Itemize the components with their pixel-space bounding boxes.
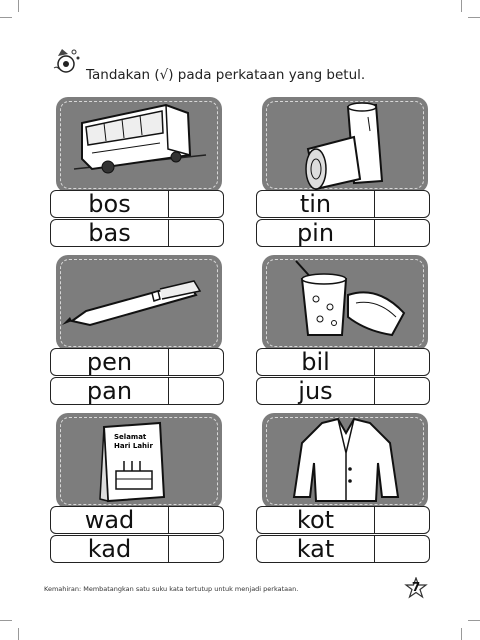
instruction-text: Tandakan (√) pada perkataan yang betul. bbox=[86, 67, 366, 83]
word-option-row bbox=[256, 535, 430, 563]
exercise-card-juice bbox=[262, 255, 428, 403]
word-option: kat bbox=[296, 535, 335, 563]
exercise-card-birthday-card bbox=[56, 413, 222, 561]
word-option-row bbox=[256, 348, 430, 376]
crop-mark bbox=[468, 17, 480, 18]
crop-mark bbox=[18, 0, 19, 12]
pen-picture bbox=[56, 255, 222, 351]
word-option-row bbox=[256, 506, 430, 534]
word-option-row bbox=[50, 190, 224, 218]
birthday-card-picture bbox=[56, 413, 222, 509]
bus-picture bbox=[56, 97, 222, 193]
tick-box[interactable] bbox=[374, 507, 430, 533]
tin-can-picture bbox=[262, 97, 428, 193]
footer-skill-note: Kemahiran: Membatangkan satu suku kata tertutup untuk menjadi perkataan. bbox=[44, 585, 299, 593]
word-option-row bbox=[256, 219, 430, 247]
crop-mark bbox=[461, 628, 462, 640]
word-option: bos bbox=[88, 190, 131, 218]
word-option: pin bbox=[296, 219, 335, 247]
word-option: bas bbox=[88, 219, 131, 247]
lamp-icon bbox=[52, 46, 82, 74]
tick-box[interactable] bbox=[374, 536, 430, 562]
coat-picture bbox=[262, 413, 428, 509]
word-option: bil bbox=[301, 348, 330, 376]
crop-mark bbox=[0, 620, 12, 621]
crop-mark bbox=[468, 620, 480, 621]
word-option-row bbox=[50, 219, 224, 247]
tick-box[interactable] bbox=[168, 191, 224, 217]
word-option-row bbox=[50, 377, 224, 405]
word-option: kad bbox=[87, 535, 132, 563]
word-option-row bbox=[50, 506, 224, 534]
exercise-card-tin bbox=[262, 97, 428, 245]
word-option: jus bbox=[298, 377, 333, 405]
word-option-row bbox=[256, 377, 430, 405]
tick-box[interactable] bbox=[374, 220, 430, 246]
juice-and-watermelon-picture bbox=[262, 255, 428, 351]
word-option: pen bbox=[86, 348, 133, 376]
word-option: kot bbox=[296, 506, 335, 534]
crop-mark bbox=[461, 0, 462, 12]
word-option-row bbox=[256, 190, 430, 218]
tick-box[interactable] bbox=[168, 220, 224, 246]
word-option: pan bbox=[86, 377, 133, 405]
tick-box[interactable] bbox=[168, 507, 224, 533]
crop-mark bbox=[0, 17, 12, 18]
card-greeting-line2: Hari Lahir bbox=[114, 442, 153, 450]
exercise-card-bus bbox=[56, 97, 222, 245]
crop-mark bbox=[18, 628, 19, 640]
tick-box[interactable] bbox=[168, 536, 224, 562]
card-greeting-line1: Selamat bbox=[114, 433, 147, 441]
tick-box[interactable] bbox=[374, 191, 430, 217]
exercise-card-pen bbox=[56, 255, 222, 403]
exercise-card-coat bbox=[262, 413, 428, 561]
tick-box[interactable] bbox=[374, 349, 430, 375]
tick-box[interactable] bbox=[168, 378, 224, 404]
word-option-row bbox=[50, 535, 224, 563]
word-option-row bbox=[50, 348, 224, 376]
word-option: wad bbox=[84, 506, 135, 534]
tick-box[interactable] bbox=[168, 349, 224, 375]
tick-box[interactable] bbox=[374, 378, 430, 404]
page-number-badge bbox=[404, 577, 428, 601]
word-option: tin bbox=[299, 190, 332, 218]
page-number: 7 bbox=[411, 580, 421, 594]
